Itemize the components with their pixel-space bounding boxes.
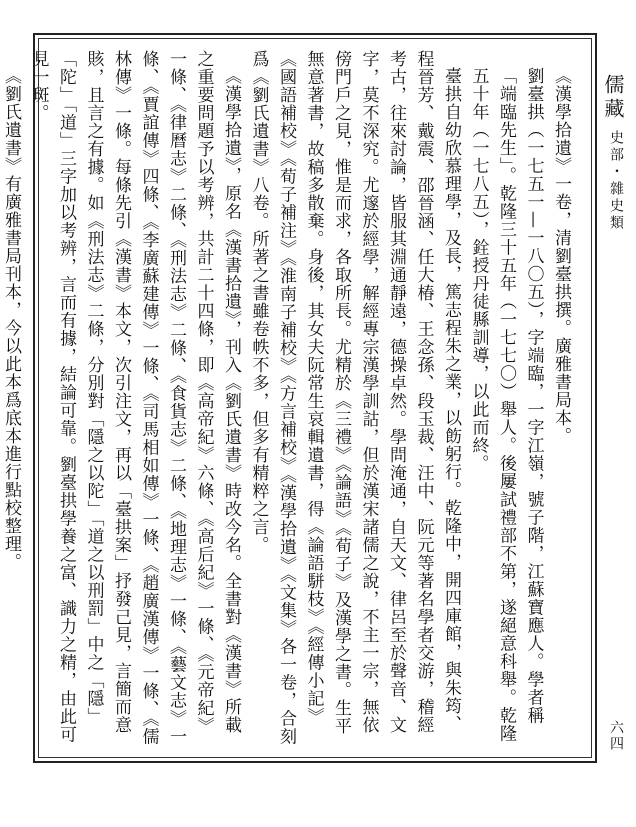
paragraph-scholarship: 臺拱自幼欣慕理學，及長，篤志程朱之業，以飭躬行。乾隆中，開四庫館，與朱筠、程晉芳、戴震、邵晉涵、任大椿、王念孫、段玉裁、汪中、阮元等著名學者交游，稽經考古，往來討論，皆服其淵通靜遠，德操卓然。學問淹通，自天文、律呂至於聲音、文字，莫不深究。尤邃於經學，解經專宗漢學訓詁，但於漢宋諸儒之說，不主一宗，無依傍門戶之見，惟是而求，各取所長。尤精於《三禮》《論語》《荀子》及漢學之書。生平無意著書，故稿多散棄。身後，其女夫阮常生哀輯遺書，得《論語駢枝》《經傳小記》《國語補校》《荀子補注》《淮南子補校》《方言補校》《漢學拾遺》《文集》各一卷，合刻爲《劉氏遺書》八卷。所著之書雖卷帙不多，但多有精粹之言。 <box>248 50 461 746</box>
section-label: 史部・雜史類 <box>608 130 624 232</box>
paragraph-author-bio: 劉臺拱（一七五一—一八〇五），字端臨，一字江嶺，號子階，江蘇寶應人。學者稱「端臨先生」。乾隆三十五年（一七七〇）舉人。後屢試禮部不第，遂絕意科舉。乾隆五十年（一七八五），銓授丹徒縣訓導，以此而終。 <box>468 67 544 743</box>
main-text <box>1 50 574 750</box>
paragraph-title-entry: 《漢學拾遺》一卷，清劉臺拱撰。廣雅書局本。 <box>551 67 571 445</box>
paragraph-book-content: 《漢學拾遺》，原名《漢書拾遺》，刊入《劉氏遺書》時改今名。全書對《漢書》所載之重要問題予以考辨，共計二十四條，即《高帝紀》六條、《高后紀》一條、《元帝紀》一條、《律曆志》二條、《刑法志》二條、《食貨志》二條、《地理志》一條、《藝文志》一條、《賈誼傳》四條、《李廣蘇建傳》一條、《司馬相如傳》一條、《趙廣漢傳》一條、《儒林傳》一條。每條先引《漢書》本文，次引注文，再以「臺拱案」抒發己見，言簡而意賅，且言之有據。如《刑法志》二條，分別對「隱之以陀」「道之以刑罰」中之「隱」「陀」「道」三字加以考辨，言而有據，結論可靠。劉臺拱學養之富、識力之精，由此可見一斑。 <box>28 50 241 746</box>
collection-title: 儒藏 <box>601 74 625 122</box>
page-number: 六四 <box>608 720 624 752</box>
paragraph-edition: 《劉氏遺書》有廣雅書局刊本，今以此本爲底本進行點校整理。 <box>1 67 21 571</box>
